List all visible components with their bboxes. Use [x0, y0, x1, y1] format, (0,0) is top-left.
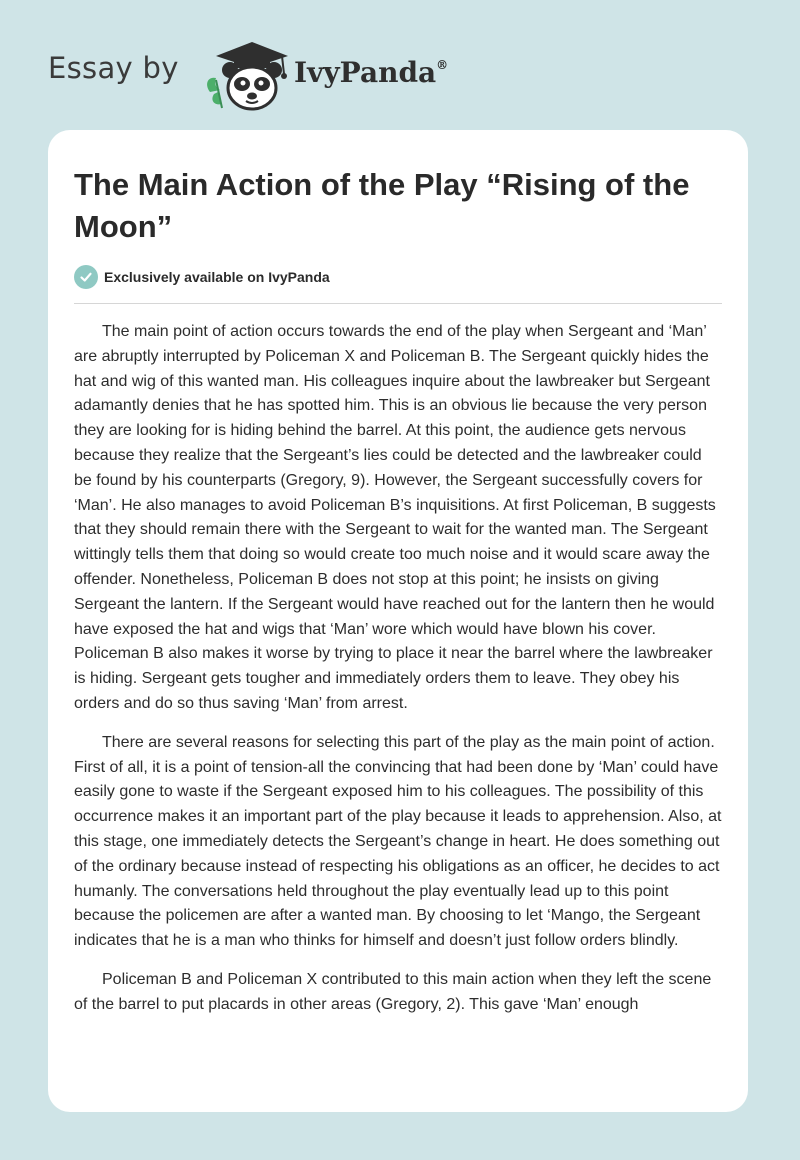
- brand-text: IvyPanda: [294, 56, 437, 89]
- essay-body: [74, 320, 722, 1032]
- paragraph: The main point of action occurs towards the end of the play when Sergeant and ‘Man’ are abruptly interrupted by Policeman X and Policeman B. The Sergeant quickly hides the hat and wig of this wanted man. His colleagues inquire about the lawbreaker but Sergeant adamantly denies that he has spotted him. This is an obvious lie because the very person they are looking for is hiding behind the barrel. At this point, the audience gets nervous because they realize that the Sergeant’s lies could be detected and the lawbreaker could be found by his counterparts (Gregory, 9). However, the Sergeant successfully covers for ‘Man’. He also manages to avoid Policeman B’s inquisitions. At first Policeman, B suggests that they should remain there with the Sergeant to wait for the wanted man. The Sergeant wittingly tells them that doing so would create too much noise and it would scare away the offender. Nonetheless, Policeman B does not stop at this point; he insists on giving Sergeant the lantern. If the Sergeant would have reached out for the lantern then he would have exposed the hat and wigs that ‘Man’ wore which would have blown his cover. Policeman B also makes it worse by trying to place it near the barrel where the lawbreaker is hiding. Sergeant gets tougher and immediately orders them to leave. They obey his orders and do so thus saving ‘Man’ from arrest.: [74, 323, 716, 712]
- registered-mark: ®: [436, 58, 449, 72]
- check-circle-icon: [74, 265, 98, 289]
- brand-name[interactable]: [294, 56, 448, 89]
- site-header: [48, 34, 508, 114]
- essay-by-label: Essay by: [48, 51, 179, 85]
- exclusive-badge: [74, 264, 330, 290]
- paragraph: Policeman B and Policeman X contributed to this main action when they left the scene of the barrel to put placards in other areas (Gregory, 2). This gave ‘Man’ enough: [74, 970, 712, 1013]
- divider: [74, 303, 722, 304]
- panda-logo-icon[interactable]: [200, 34, 290, 112]
- exclusive-badge-label: Exclusively available on IvyPanda: [104, 269, 330, 285]
- paragraph: There are several reasons for selecting this part of the play as the main point of action. First of all, it is a point of tension-all the convincing that had been done by ‘Man’ could have easily gone to waste if the Sergeant exposed him to his colleagues. The possibility of this occurrence makes it an important part of the play because it leads to apprehension. Also, at this stage, one immediately detects the Sergeant’s change in heart. He does something out of the ordinary because instead of respecting his obligations as an officer, he decides to act humanly. The conversations held throughout the play eventually lead up to this point because the policemen are after a wanted man. By choosing to let ‘Mango, the Sergeant indicates that he is a man who thinks for himself and doesn’t just follow orders blindly.: [74, 733, 722, 950]
- essay-title: The Main Action of the Play “Rising of the Moon”: [74, 167, 690, 244]
- essay-card: [48, 130, 748, 1112]
